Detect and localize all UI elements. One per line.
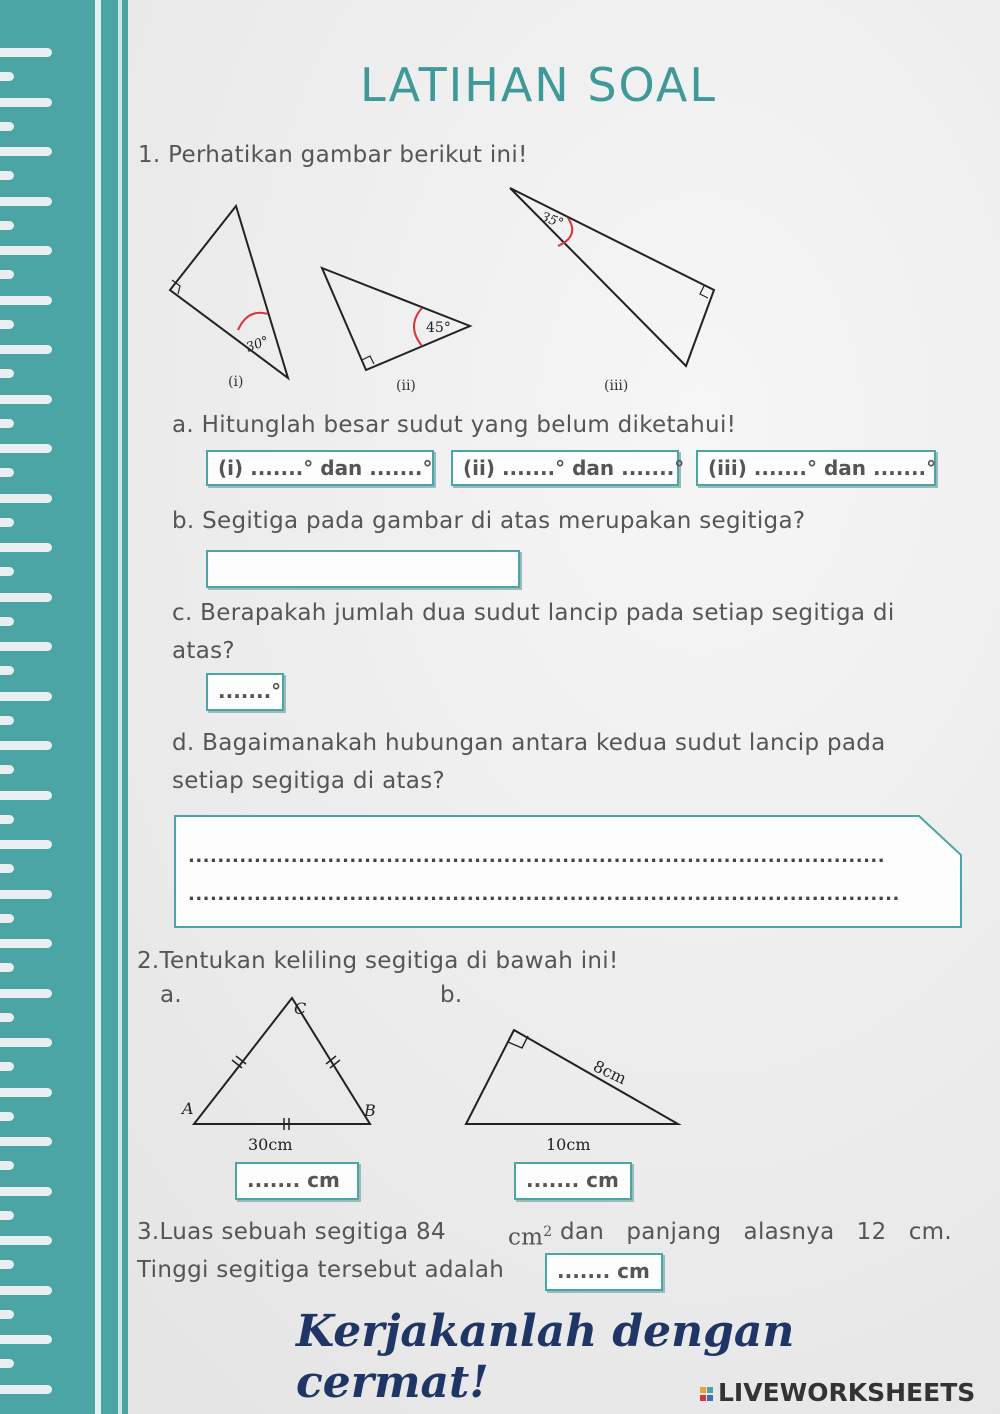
binder-ring (0, 642, 52, 651)
binder-ring-small (0, 270, 14, 279)
binder-ring-small (0, 1112, 14, 1121)
q1a-text: a. Hitunglah besar sudut yang belum diketahui! (172, 412, 737, 438)
binder-ring-small (0, 468, 14, 477)
binder-ring (0, 791, 52, 800)
q1a-answer-i[interactable]: (i) .......° dan .......° (206, 450, 434, 486)
brand-footer (700, 1378, 975, 1407)
q2-intro: 2.Tentukan keliling segitiga di bawah ini! (137, 948, 619, 974)
q1-intro: 1. Perhatikan gambar berikut ini! (138, 142, 528, 168)
vertex-b: B (364, 1101, 376, 1120)
binder-ring (0, 543, 52, 552)
binder-ring (0, 197, 52, 206)
q1d-answer-box[interactable] (174, 815, 962, 928)
binder-ring-small (0, 122, 14, 131)
binder-ring (0, 593, 52, 602)
binder-ring-small (0, 765, 14, 774)
binder-ring (0, 1187, 52, 1196)
q3-unit (508, 1213, 553, 1257)
vertex-a: A (182, 1099, 194, 1118)
q1-triangles-figure (160, 180, 730, 400)
q1b-answer-input[interactable] (206, 550, 520, 588)
binder-edge (95, 0, 101, 1414)
binder-ring (0, 48, 52, 57)
q3-text-line2: Tinggi segitiga tersebut adalah (137, 1257, 505, 1283)
binder-ring (0, 692, 52, 701)
q1a-answer-ii[interactable]: (ii) .......° dan .......° (451, 450, 679, 486)
triangle-q2a (194, 998, 370, 1124)
binder-ring (0, 246, 52, 255)
q1d-answer-line2[interactable]: ................................................................................................. (188, 884, 900, 905)
label-i: (i) (228, 374, 244, 390)
binder-ring (0, 345, 52, 354)
binder-ring-small (0, 864, 14, 873)
q2b-label: b. (440, 982, 463, 1008)
q1d-text-line1: d. Bagaimanakah hubungan antara kedua sudut lancip pada (172, 730, 886, 756)
binder-ring-small (0, 1260, 14, 1269)
binder-ring (0, 296, 52, 305)
q3-answer-input[interactable]: ....... cm (545, 1253, 663, 1291)
base-length-a: 30cm (248, 1135, 293, 1154)
binder-ring-small (0, 1161, 14, 1170)
binder-ring-small (0, 617, 14, 626)
triangle-q2b (466, 1030, 678, 1124)
q2-triangles-figure (176, 990, 696, 1160)
slogan-text: Kerjakanlah dengan cermat! (296, 1306, 795, 1408)
binder-ring-small (0, 963, 14, 972)
binder-ring-small (0, 369, 14, 378)
binder-ring-small (0, 320, 14, 329)
binder-ring (0, 989, 52, 998)
q1b-text: b. Segitiga pada gambar di atas merupakan segitiga? (172, 508, 806, 534)
binder-ring (0, 741, 52, 750)
binder-ring (0, 444, 52, 453)
binder-ring-small (0, 72, 14, 81)
q2a-answer-input[interactable]: ....... cm (235, 1162, 359, 1200)
binder-ring-small (0, 1062, 14, 1071)
binder-ring (0, 1286, 52, 1295)
label-iii: (iii) (604, 378, 629, 394)
q1c-text-line1: c. Berapakah jumlah dua sudut lancip pada setiap segitiga di (172, 600, 895, 626)
binder-ring (0, 890, 52, 899)
binder-ring (0, 1335, 52, 1344)
angle-label-i: 30° (244, 333, 272, 356)
binder-ring-small (0, 518, 14, 527)
angle-arc-ii (414, 308, 422, 346)
binder-ring (0, 395, 52, 404)
label-ii: (ii) (396, 378, 416, 394)
q1d-answer-line1[interactable]: ............................................................................................... (188, 846, 886, 867)
binder-ring (0, 939, 52, 948)
q3-unit-text: cm (508, 1224, 544, 1251)
binder-ring-small (0, 419, 14, 428)
q3-text-part2: dan panjang alasnya 12 cm. (560, 1219, 952, 1245)
binder-ring-small (0, 567, 14, 576)
binder-ring (0, 1137, 52, 1146)
binder-ring (0, 1088, 52, 1097)
q3-text-part1: 3.Luas sebuah segitiga 84 (137, 1219, 446, 1245)
q1d-text-line2: setiap segitiga di atas? (172, 768, 445, 794)
binder-ring-small (0, 1310, 14, 1319)
right-angle-mark (700, 286, 708, 298)
q2b-answer-input[interactable]: ....... cm (514, 1162, 632, 1200)
binder-ring (0, 1385, 52, 1394)
triangle-ii (322, 268, 470, 370)
triangle-i (170, 206, 288, 378)
binder-ring-small (0, 666, 14, 675)
binder-ring (0, 840, 52, 849)
binder-ring-small (0, 1211, 14, 1220)
binder-ring (0, 494, 52, 503)
q1c-text-line2: atas? (172, 638, 235, 664)
base-length-b: 10cm (546, 1135, 591, 1154)
q3-unit-sup: 2 (543, 1224, 553, 1240)
vertex-c: C (294, 999, 307, 1018)
brand-logo-icon (700, 1386, 716, 1402)
binder-ring-small (0, 1359, 14, 1368)
binder-edge (118, 0, 122, 1414)
binder-ring (0, 1038, 52, 1047)
binder-strip (0, 0, 128, 1414)
binder-ring (0, 1236, 52, 1245)
binder-ring-small (0, 1013, 14, 1022)
page-title: LATIHAN SOAL (360, 58, 718, 112)
binder-ring-small (0, 914, 14, 923)
angle-label-ii: 45° (426, 320, 451, 336)
angle-label-iii: 35° (538, 209, 566, 232)
brand-name: LIVEWORKSHEETS (718, 1378, 976, 1407)
q2a-label: a. (160, 982, 183, 1008)
q1c-answer-input[interactable]: .......° (206, 673, 284, 711)
binder-ring-small (0, 716, 14, 725)
q1a-answer-iii[interactable]: (iii) .......° dan .......° (696, 450, 936, 486)
angle-arc-i (238, 313, 268, 330)
binder-ring-small (0, 221, 14, 230)
binder-ring (0, 147, 52, 156)
binder-ring (0, 98, 52, 107)
binder-ring-small (0, 171, 14, 180)
binder-ring-small (0, 815, 14, 824)
triangle-iii (510, 188, 714, 366)
hyp-length-b: 8cm (590, 1056, 630, 1089)
